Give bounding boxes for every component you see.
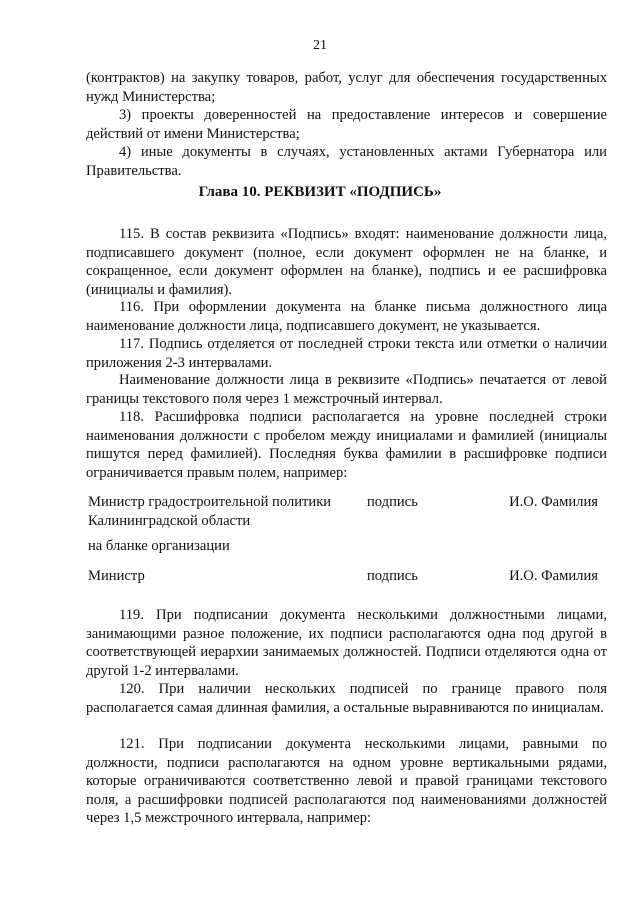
intro-paragraph-contracts: (контрактов) на закупку товаров, работ, услуг для обеспечения государственных нужд Министерства; [86,70,607,105]
paragraph-117: 117. Подпись отделяется от последней строки текста или отметки о наличии приложения 2-3 интервалами. [86,336,607,371]
paragraph-120: 120. При наличии нескольких подписей по границе правого поля располагается самая длинная фамилия, а остальные выравниваются по инициалам. [86,681,607,716]
blank-label: на бланке организации [88,538,230,554]
signature-placeholder: подпись [367,568,418,584]
signature-name: И.О. Фамилия [509,494,598,510]
page-number: 21 [313,38,327,53]
intro-paragraph-4: 4) иные документы в случаях, установленных актами Губернатора или Правительства. [86,144,607,179]
signature-position: Министр градостроительной политики Калининградской области [88,494,332,529]
signature-placeholder: подпись [367,494,418,510]
signature-position: Министр [88,568,145,584]
paragraph-121: 121. При подписании документа несколькими лицами, равными по должности, подписи располагаются на одном уровне вертикальными рядами, которые ограничиваются соответственно левой и правой границами текстового поля, а расшифровки подписей располагаются под наименованиями должностей через 1,5 межстрочного интервала, например: [86,736,607,827]
chapter-heading: Глава 10. РЕКВИЗИТ «ПОДПИСЬ» [198,184,442,200]
signature-name: И.О. Фамилия [509,568,598,584]
paragraph-118: 118. Расшифровка подписи располагается на уровне последней строки наименования должности с пробелом между инициалами и фамилией (инициалы пишутся перед фамилией). Последняя буква фамилии в расшифровке подписи ограничивается правым полем, например: [86,409,607,481]
paragraph-117-continued: Наименование должности лица в реквизите «Подпись» печатается от левой границы текстового поля через 1 межстрочный интервал. [86,372,607,407]
paragraph-115: 115. В состав реквизита «Подпись» входят: наименование должности лица, подписавшего документ (полное, если документ оформлен не на бланке, и сокращенное, если документ оформлен на бланке), подпись и ее расшифровка (инициалы и фамилия). [86,226,607,298]
paragraph-119: 119. При подписании документа несколькими должностными лицами, занимающими разное положение, их подписи располагаются одна под другой в соответствующей иерархии занимаемых должностей. Подписи отделяются одна от другой 1-2 интервалами. [86,607,607,679]
paragraph-116: 116. При оформлении документа на бланке письма должностного лица наименование должности лица, подписавшего документ, не указывается. [86,299,607,334]
intro-paragraph-3: 3) проекты доверенностей на предоставление интересов и совершение действий от имени Министерства; [86,107,607,142]
